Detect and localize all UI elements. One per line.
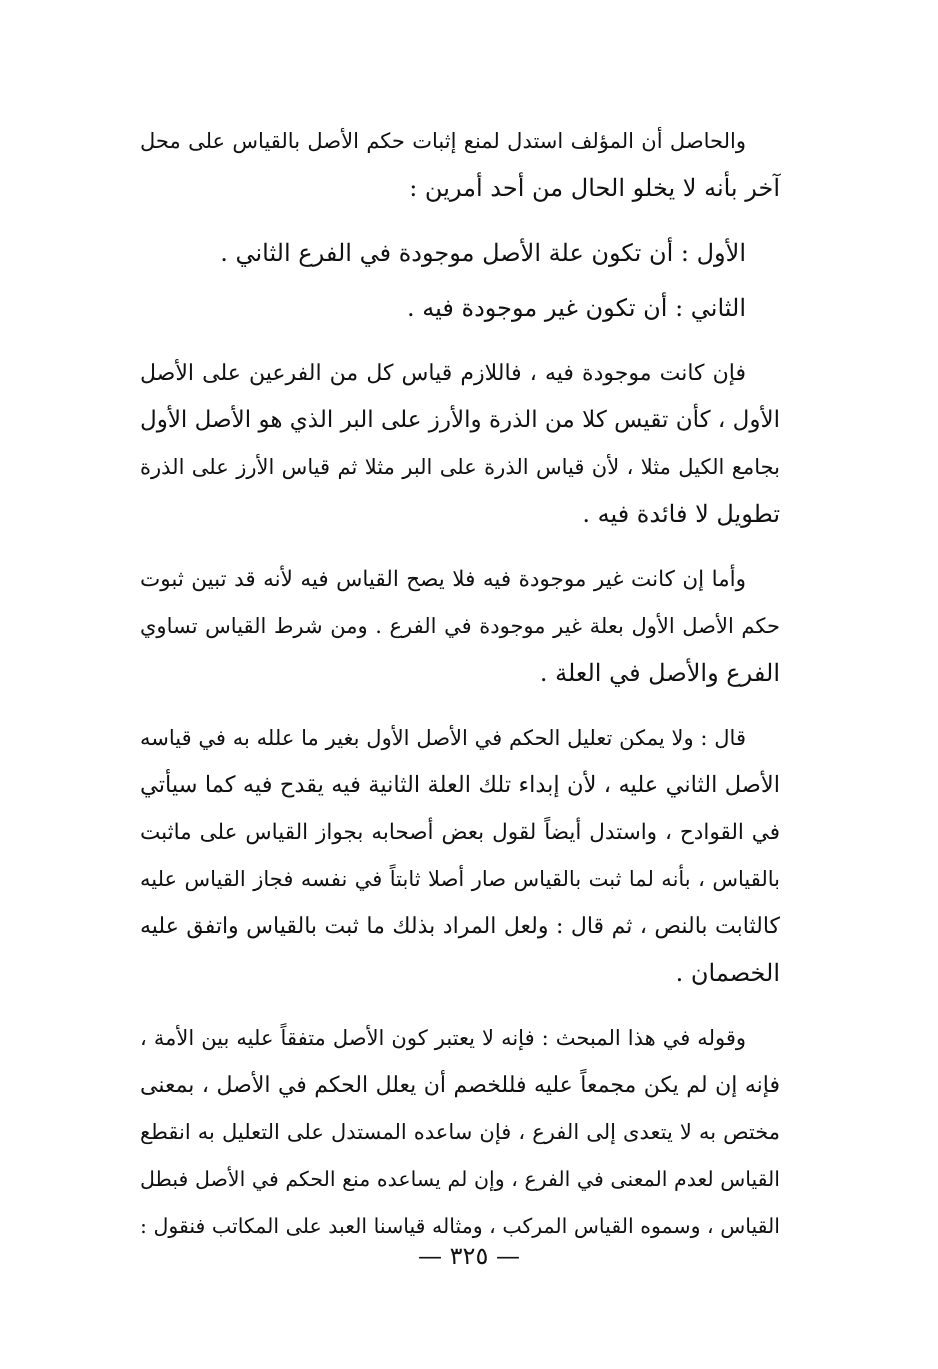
paragraph-5: [140, 1015, 780, 1250]
text-line: مختص به لا يتعدى إلى الفرع ، فإن ساعده المستدل على التعليل به انقطع: [140, 1120, 780, 1144]
text-line: الأصل الثاني عليه ، لأن إبداء تلك العلة الثانية فيه يقدح فيه كما سيأتي: [140, 772, 780, 798]
text-line: القياس لعدم المعنى في الفرع ، وإن لم يساعده منع الحكم في الأصل فبطل: [140, 1167, 780, 1191]
text-line: بجامع الكيل مثلا ، لأن قياس الذرة على البر مثلا ثم قياس الأرز على الذرة: [140, 455, 780, 479]
paragraph-second-case: [140, 285, 780, 332]
text-line: الفرع والأصل في العلة .: [539, 659, 780, 687]
text-line: قال : ولا يمكن تعليل الحكم في الأصل الأول بغير ما علله به في قياسه: [140, 726, 746, 750]
paragraph-3: [140, 556, 780, 697]
text-line: فإن كانت موجودة فيه ، فاللازم قياس كل من الفرعين على الأصل: [140, 361, 746, 386]
text-line: الخصمان .: [675, 959, 780, 987]
page-body: [140, 118, 780, 1258]
text-line: وأما إن كانت غير موجودة فيه فلا يصح القياس فيه لأنه قد تبين ثبوت: [140, 567, 746, 592]
text-line: وقوله في هذا المبحث : فإنه لا يعتبر كون الأصل متفقاً عليه بين الأمة ،: [140, 1026, 746, 1050]
text-line: والحاصل أن المؤلف استدل لمنع إثبات حكم الأصل بالقياس على محل: [140, 129, 746, 153]
text-line: حكم الأصل الأول بعلة غير موجودة في الفرع . ومن شرط القياس تساوي: [140, 614, 780, 638]
paragraph-1: [140, 118, 780, 212]
text-line: كالثابت بالنص ، ثم قال : ولعل المراد بذلك ما ثبت بالقياس واتفق عليه: [140, 914, 780, 939]
text-line: بالقياس ، بأنه لما ثبت بالقياس صار أصلا ثابتاً في نفسه فجاز القياس عليه: [140, 867, 780, 891]
text-line: في القوادح ، واستدل أيضاً لقول بعض أصحابه بجواز القياس على ماثبت: [140, 820, 780, 845]
text-line: آخر بأنه لا يخلو الحال من أحد أمرين :: [409, 174, 780, 202]
text-line: الثاني : أن تكون غير موجودة فيه .: [407, 294, 746, 322]
paragraph-first-case: [140, 230, 780, 277]
text-line: الأول ، كأن تقيس كلا من الذرة والأرز على البر الذي هو الأصل الأول: [140, 407, 780, 433]
text-line: القياس ، وسموه القياس المركب ، ومثاله قياسنا العبد على المكاتب فنقول :: [140, 1214, 780, 1238]
text-line: الأول : أن تكون علة الأصل موجودة في الفرع الثاني .: [220, 239, 746, 267]
page-number: — ٣٢٥ —: [418, 1242, 520, 1270]
text-line: تطويل لا فائدة فيه .: [582, 500, 780, 528]
paragraph-2: [140, 350, 780, 538]
text-line: فإنه إن لم يكن مجمعاً عليه فللخصم أن يعلل الحكم في الأصل ، بمعنى: [140, 1073, 780, 1098]
paragraph-4: [140, 715, 780, 997]
